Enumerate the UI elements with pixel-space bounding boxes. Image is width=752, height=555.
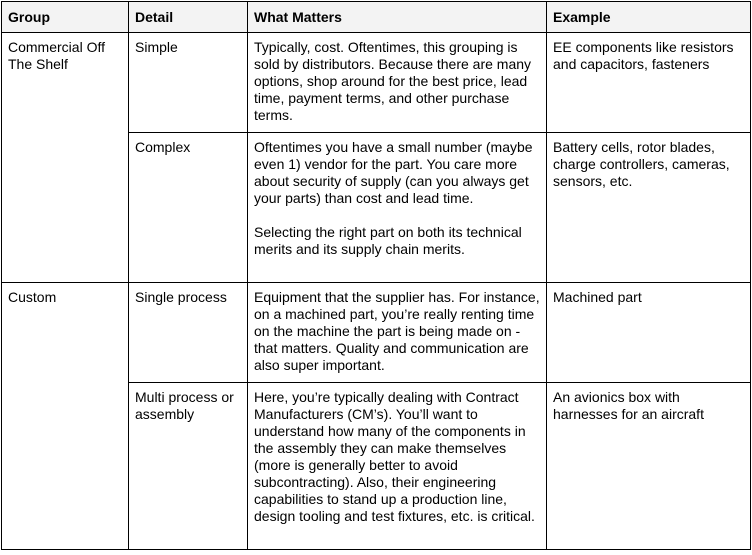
example-cell: Machined part (547, 283, 751, 383)
what-matters-cell (248, 283, 547, 383)
header-row (2, 2, 751, 33)
example-cell: EE components like resistors and capacitors, fasteners (547, 33, 751, 133)
table-row (2, 283, 751, 383)
detail-cell: Simple (129, 33, 248, 133)
what-matters-cell (248, 33, 547, 133)
what-matters-cell (248, 383, 547, 550)
detail-cell: Complex (129, 133, 248, 283)
what-matters-text: Selecting the right part on both its technical merits and its supply chain merits. (254, 224, 522, 257)
example-cell: Battery cells, rotor blades, charge controllers, cameras, sensors, etc. (547, 133, 751, 283)
group-cell-custom: Custom (2, 283, 129, 550)
sourcing-table (1, 1, 751, 550)
header-what-matters: What Matters (248, 2, 547, 33)
detail-cell: Multi process or assembly (129, 383, 248, 550)
what-matters-text: Oftentimes you have a small number (maybe even 1) vendor for the part. You care more about security of supply (can you always get your parts) than cost and lead time. (254, 139, 533, 206)
what-matters-text: Here, you’re typically dealing with Contract Manufacturers (CM’s). You’ll want to understand how many of the components in the assembly they can make themselves (more is generally better to avoid subcontracting). Also, their engineering capabilities to stand up a production line, design tooling and test fixtures, etc. is critical. (254, 389, 535, 524)
what-matters-text: Equipment that the supplier has. For instance, on a machined part, you’re really renting time on the machine the part is being made on - that matters. Quality and communication are also super important. (254, 289, 540, 373)
what-matters-text: Typically, cost. Oftentimes, this grouping is sold by distributors. Because there are many options, shop around for the best price, lead time, payment terms, and other purchase terms. (254, 39, 532, 123)
header-group: Group (2, 2, 129, 33)
header-example: Example (547, 2, 751, 33)
group-cell-cots: Commercial Off The Shelf (2, 33, 129, 283)
table-row (2, 33, 751, 133)
example-cell: An avionics box with harnesses for an aircraft (547, 383, 751, 550)
detail-cell: Single process (129, 283, 248, 383)
what-matters-cell (248, 133, 547, 283)
header-detail: Detail (129, 2, 248, 33)
